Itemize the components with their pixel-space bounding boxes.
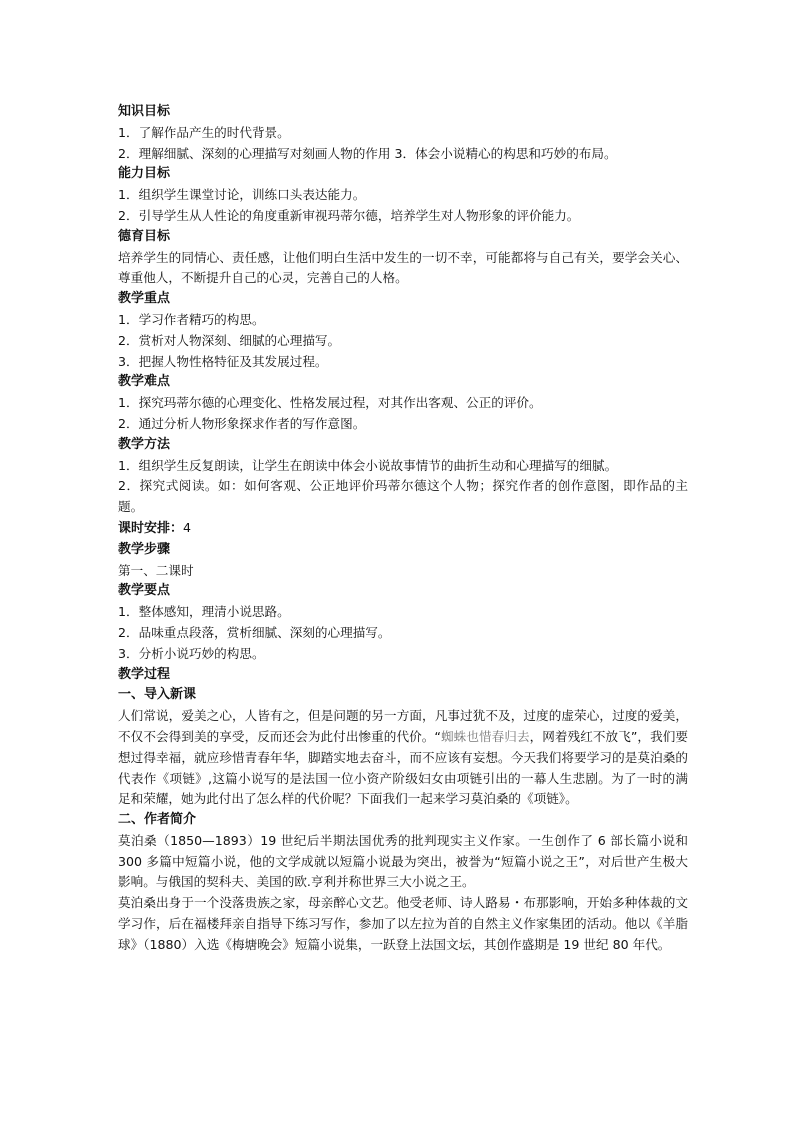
teaching-point-1: 1．整体感知，理清小说思路。 — [118, 604, 290, 620]
ability-goals-heading: 能力目标 — [118, 166, 171, 182]
first-session-label: 第一、二课时 — [118, 562, 194, 578]
teaching-steps-heading: 教学步骤 — [118, 541, 171, 557]
author-paragraph-1: 莫泊桑（1850—1893）19 世纪后半期法国优秀的批判现实主义作家。一生创作了 6 部长篇小说和 300 多篇中短篇小说，他的文学成就以短篇小说最为突出，被誉为“短篇小说之王”，对后世产生极大影响。与俄国的契科夫、美国的欧.亨利并称世界三大小说之王。 — [118, 832, 688, 890]
author-paragraph-2: 莫泊桑出身于一个没落贵族之家，母亲醉心文艺。他受老师、诗人路易・布那影响，开始多种体裁的文学习作，后在福楼拜亲自指导下练习写作，参加了以左拉为首的自然主义作家集团的活动。他以《羊脂球》（1880）入选《梅塘晚会》短篇小说集，一跃登上法国文坛，其创作盛期是 19 世纪 80 年代。 — [118, 895, 688, 952]
intro-paragraph — [118, 706, 688, 810]
intro-section-heading: 一、导入新课 — [118, 687, 197, 703]
difficulty-2: 2．通过分析人物形象探求作者的写作意图。 — [118, 415, 366, 431]
key-points-heading: 教学重点 — [118, 291, 171, 307]
teaching-point-2: 2．品味重点段落，赏析细腻、深刻的心理描写。 — [118, 624, 391, 640]
knowledge-goals-heading: 知识目标 — [118, 104, 171, 119]
teaching-points-heading: 教学要点 — [118, 583, 171, 599]
teaching-process-heading: 教学过程 — [118, 666, 171, 682]
moral-goals-heading: 德育目标 — [118, 228, 171, 244]
knowledge-goal-2: 2．理解细腻、深刻的心理描写对刻画人物的作用 3．体会小说精心的构思和巧妙的布局。 — [118, 145, 617, 161]
method-1: 1．组织学生反复朗读，让学生在朗读中体会小说故事情节的曲折生动和心理描写的细腻。 — [118, 457, 618, 473]
knowledge-goal-1: 1．了解作品产生的时代背景。 — [118, 124, 290, 140]
method-2: 2．探究式阅读。如：如何客观、公正地评价玛蒂尔德这个人物；探究作者的创作意图，即作品的主题。 — [118, 478, 688, 515]
methods-heading: 教学方法 — [118, 436, 171, 452]
ability-goal-2: 2．引导学生从人性论的角度重新审视玛蒂尔德，培养学生对人物形象的评价能力。 — [118, 207, 580, 223]
ability-goal-1: 1．组织学生课堂讨论，训练口头表达能力。 — [118, 187, 366, 203]
lesson-plan-body — [118, 102, 688, 956]
difficulties-heading: 教学难点 — [118, 374, 171, 390]
class-hours-line — [118, 518, 688, 540]
key-point-2: 2．赏析对人物深刻、细腻的心理描写。 — [118, 332, 341, 348]
intro-quote: 蜘蛛也惜春归去 — [440, 728, 530, 744]
intro-text-start: 人们常说，爱美之心，人皆有之，但是问题的另一方面，凡事过犹不及，过度的虚荣心，过度的爱美，不仅不会得到美的享受，反而还会为此付出惨重的代价。“ — [118, 708, 688, 744]
intro-text-end: ，网着残红不放飞”，我们要想过得幸福，就应珍惜青春年华，脚踏实地去奋斗，而不应该有妄想。今天我们将要学习的是莫泊桑的代表作《项链》,这篇小说写的是法国一位小资产阶级妇女由项链引出的一幕人生悲剧。为了一时的满足和荣耀，她为此付出了怎么样的代价呢？下面我们一起来学习莫泊桑的《项链》。 — [118, 728, 688, 807]
key-point-1: 1．学习作者精巧的构思。 — [118, 311, 265, 327]
difficulty-1: 1．探究玛蒂尔德的心理变化、性格发展过程，对其作出客观、公正的评价。 — [118, 395, 542, 411]
key-point-3: 3．把握人物性格特征及其发展过程。 — [118, 353, 328, 369]
author-section-heading: 二、作者简介 — [118, 812, 197, 828]
class-hours-label: 课时安排： — [118, 520, 184, 536]
class-hours-value: 4 — [183, 519, 192, 535]
moral-goal-text: 培养学生的同情心、责任感，让他们明白生活中发生的一切不幸，可能都将与自己有关，要学会关心、尊重他人，不断提升自己的心灵，完善自己的人格。 — [118, 249, 688, 286]
teaching-point-3: 3．分析小说巧妙的构思。 — [118, 645, 265, 661]
